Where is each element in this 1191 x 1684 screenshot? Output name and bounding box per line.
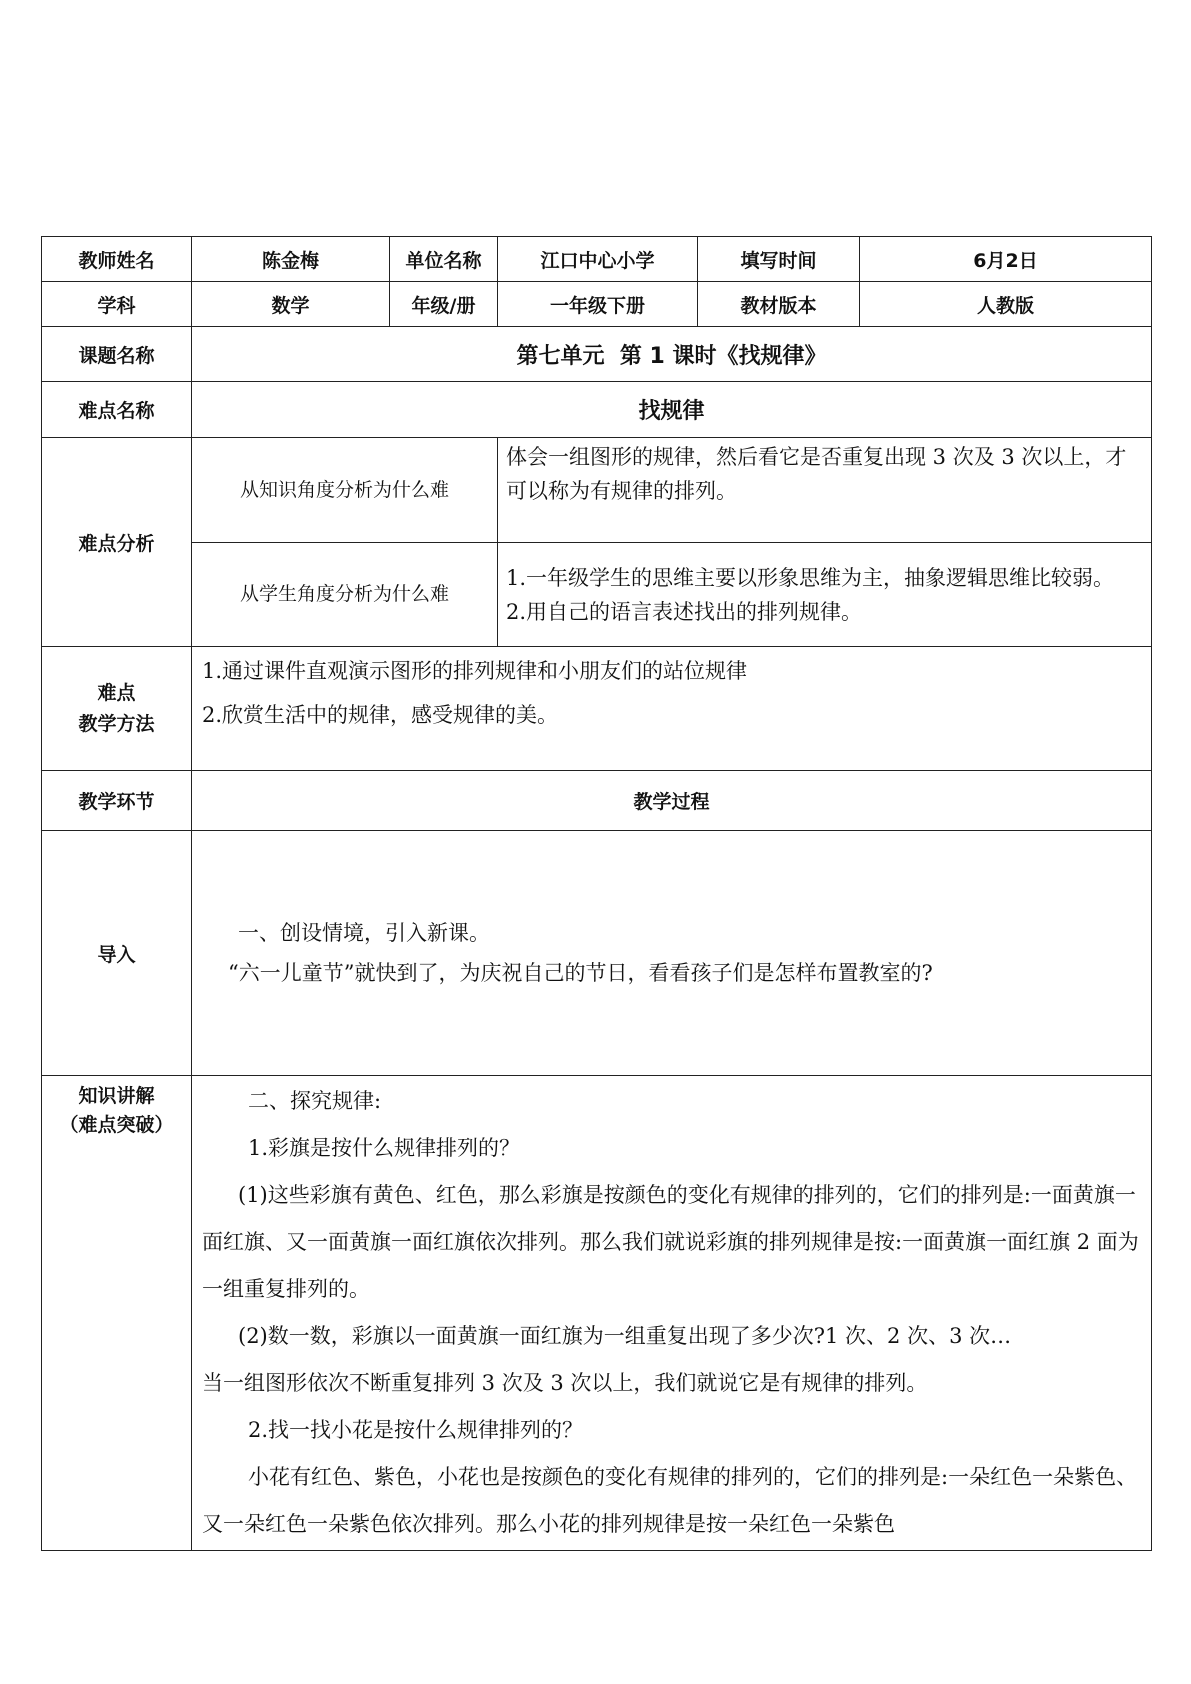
topic-row bbox=[42, 327, 1152, 382]
knowledge-label-line-1: 知识讲解 bbox=[78, 1085, 155, 1107]
method-line-2: 2.欣赏生活中的规律，感受规律的美。 bbox=[202, 703, 559, 727]
analysis-label: 难点分析 bbox=[42, 438, 192, 647]
knowledge-p2: 1.彩旗是按什么规律排列的？ bbox=[248, 1136, 521, 1160]
subject-label: 学科 bbox=[42, 282, 192, 327]
knowledge-angle-label: 从知识角度分析为什么难 bbox=[192, 438, 498, 543]
knowledge-p6: 2.找一找小花是按什么规律排列的？ bbox=[248, 1418, 584, 1442]
method-label-line-2: 教学方法 bbox=[78, 712, 155, 735]
analysis-row-student bbox=[42, 543, 1152, 647]
stage-header: 教学环节 bbox=[42, 771, 192, 831]
topic-label: 课题名称 bbox=[42, 327, 192, 382]
method-label bbox=[42, 647, 192, 771]
date-label: 填写时间 bbox=[698, 237, 860, 282]
student-angle-text bbox=[498, 543, 1152, 647]
knowledge-angle-text: 体会一组图形的规律，然后看它是否重复出现 3 次及 3 次以上，才可以称为有规律的排列。 bbox=[498, 438, 1152, 543]
subject-value: 数学 bbox=[192, 282, 390, 327]
teacher-label: 教师姓名 bbox=[42, 237, 192, 282]
lesson-plan-document bbox=[41, 236, 1151, 1551]
knowledge-p1: 二、探究规律: bbox=[248, 1089, 382, 1113]
knowledge-p5: 当一组图形依次不断重复排列 3 次及 3 次以上，我们就说它是有规律的排列。 bbox=[202, 1371, 928, 1395]
student-angle-line-2: 2.用自己的语言表述找出的排列规律。 bbox=[506, 599, 863, 624]
unit-label: 单位名称 bbox=[390, 237, 498, 282]
method-text bbox=[192, 647, 1152, 771]
knowledge-row bbox=[42, 1076, 1152, 1551]
method-line-1: 1.通过课件直观演示图形的排列规律和小朋友们的站位规律 bbox=[202, 659, 748, 683]
method-row bbox=[42, 647, 1152, 771]
teacher-value: 陈金梅 bbox=[192, 237, 390, 282]
intro-row bbox=[42, 831, 1152, 1076]
student-angle-label: 从学生角度分析为什么难 bbox=[192, 543, 498, 647]
knowledge-label bbox=[42, 1076, 192, 1551]
intro-line-2: “六一儿童节”就快到了，为庆祝自己的节日，看看孩子们是怎样布置教室的? bbox=[228, 961, 933, 985]
topic-value: 第七单元 第 1 课时《找规律》 bbox=[192, 327, 1152, 382]
intro-line-1: 一、创设情境，引入新课。 bbox=[238, 921, 490, 945]
method-label-line-1: 难点 bbox=[97, 681, 136, 704]
intro-label: 导入 bbox=[42, 831, 192, 1076]
knowledge-p7: 小花有红色、紫色，小花也是按颜色的变化有规律的排列的，它们的排列是:一朵红色一朵紫色、又一朵红色一朵紫色依次排列。那么小花的排列规律是按一朵红色一朵紫色 bbox=[202, 1465, 1138, 1536]
lesson-plan-table bbox=[41, 236, 1152, 1551]
process-header: 教学过程 bbox=[192, 771, 1152, 831]
edition-label: 教材版本 bbox=[698, 282, 860, 327]
knowledge-text bbox=[192, 1076, 1152, 1551]
date-value: 6月2日 bbox=[860, 237, 1152, 282]
knowledge-label-line-2: （难点突破） bbox=[59, 1114, 174, 1136]
grade-value: 一年级下册 bbox=[498, 282, 698, 327]
intro-text bbox=[192, 831, 1152, 1076]
difficulty-row bbox=[42, 382, 1152, 438]
difficulty-label: 难点名称 bbox=[42, 382, 192, 438]
analysis-row-knowledge bbox=[42, 438, 1152, 543]
grade-label: 年级/册 bbox=[390, 282, 498, 327]
knowledge-p3: (1)这些彩旗有黄色、红色，那么彩旗是按颜色的变化有规律的排列的，它们的排列是:一面黄旗一面红旗、又一面黄旗一面红旗依次排列。那么我们就说彩旗的排列规律是按:一面黄旗一面红旗 2 面为一组重复排列的。 bbox=[202, 1183, 1139, 1301]
unit-value: 江口中心小学 bbox=[498, 237, 698, 282]
difficulty-value: 找规律 bbox=[192, 382, 1152, 438]
edition-value: 人教版 bbox=[860, 282, 1152, 327]
process-header-row bbox=[42, 771, 1152, 831]
knowledge-p4: (2)数一数，彩旗以一面黄旗一面红旗为一组重复出现了多少次?1 次、2 次、3 次… bbox=[238, 1324, 1012, 1348]
header-row-2 bbox=[42, 282, 1152, 327]
header-row-1 bbox=[42, 237, 1152, 282]
student-angle-line-1: 1.一年级学生的思维主要以形象思维为主，抽象逻辑思维比较弱。 bbox=[506, 565, 1115, 590]
